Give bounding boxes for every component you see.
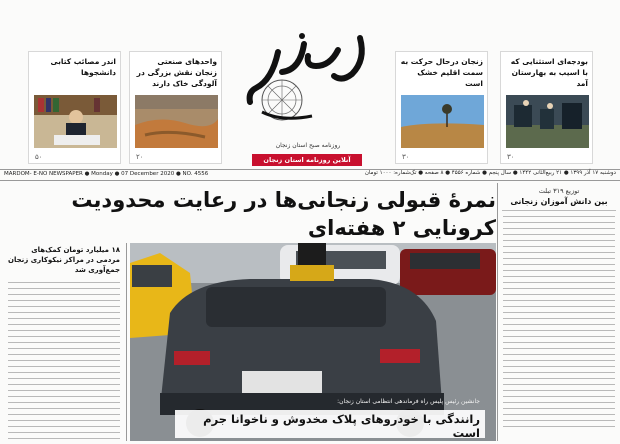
top-story-photo [135, 95, 218, 148]
body-text-lines [4, 282, 124, 439]
page-number: ۳۰ [507, 153, 515, 161]
page-number: ۲۰ [136, 153, 144, 161]
story-kicker: توزیع ۳۱۹ تبلت [538, 187, 580, 195]
top-story-3[interactable] [129, 51, 222, 164]
newspaper-logo [242, 30, 372, 126]
top-story-2[interactable] [395, 51, 488, 164]
top-story-title: واحدهای صنعتی زنجان نقش بزرگی در آلودگی خاک دارند [136, 57, 217, 88]
top-story-title: اندر مصائب کتابی دانشجوها [50, 57, 116, 77]
photo-caption-title[interactable]: رانندگی با خودروهای پلاک مخدوش و ناخوانا جرم است [203, 412, 480, 440]
right-column-story[interactable] [500, 183, 618, 441]
body-text-lines [500, 216, 618, 427]
top-story-4[interactable] [28, 51, 121, 164]
page-number: ۵۰ [35, 153, 43, 161]
top-story-photo [506, 95, 589, 148]
page-number: ۳۰ [402, 153, 410, 161]
top-story-1[interactable] [500, 51, 593, 164]
masthead [232, 30, 380, 168]
column-divider [497, 183, 498, 441]
top-story-title: زنجان درحال حرکت به سمت اقلیم خشک است [400, 57, 483, 88]
left-column-story[interactable] [4, 243, 124, 441]
top-story-title: بودجه‌ای استثنایی که با اسیب به بهارستان آمد [510, 57, 588, 88]
top-story-photo [34, 95, 117, 148]
divider [502, 210, 616, 211]
column-divider [126, 243, 127, 441]
issue-info-persian: دوشنبه ۱۷ آذر ۱۳۹۹ ● ۲۱ ربیع‌الثانی ۱۴۴۲ ● سال پنجم ● شماره ۴۵۵۶ ● ۸ صفحه ● تک‌شماره: ۱۰۰۰ تومان [364, 170, 616, 176]
story-title: ۱۸ میلیارد تومان کمک‌های مردمی در مراکز نیکوکاری زنجان جمع‌آوری شد [8, 246, 120, 274]
main-headline[interactable]: نمرۀ قبولی زنجانی‌ها در رعایت محدودیت کرونایی ۲ هفته‌ای [71, 188, 496, 240]
divider [0, 180, 620, 181]
photo-caption-kicker: جانشین رئیس پلیس راه فرماندهی انتظامی استان زنجان: [337, 398, 480, 405]
story-title: بین دانش آموزان زنجانی [510, 197, 608, 206]
masthead-banner: آنلاین روزنامه استان زنجان [252, 154, 362, 166]
issue-info-english: MARDOM- E-NO NEWSPAPER ● Monday ● 07 December 2020 ● NO. 4556 [4, 171, 209, 177]
top-story-photo [401, 95, 484, 148]
masthead-tagline: روزنامه صبح استان زنجان [275, 142, 341, 149]
